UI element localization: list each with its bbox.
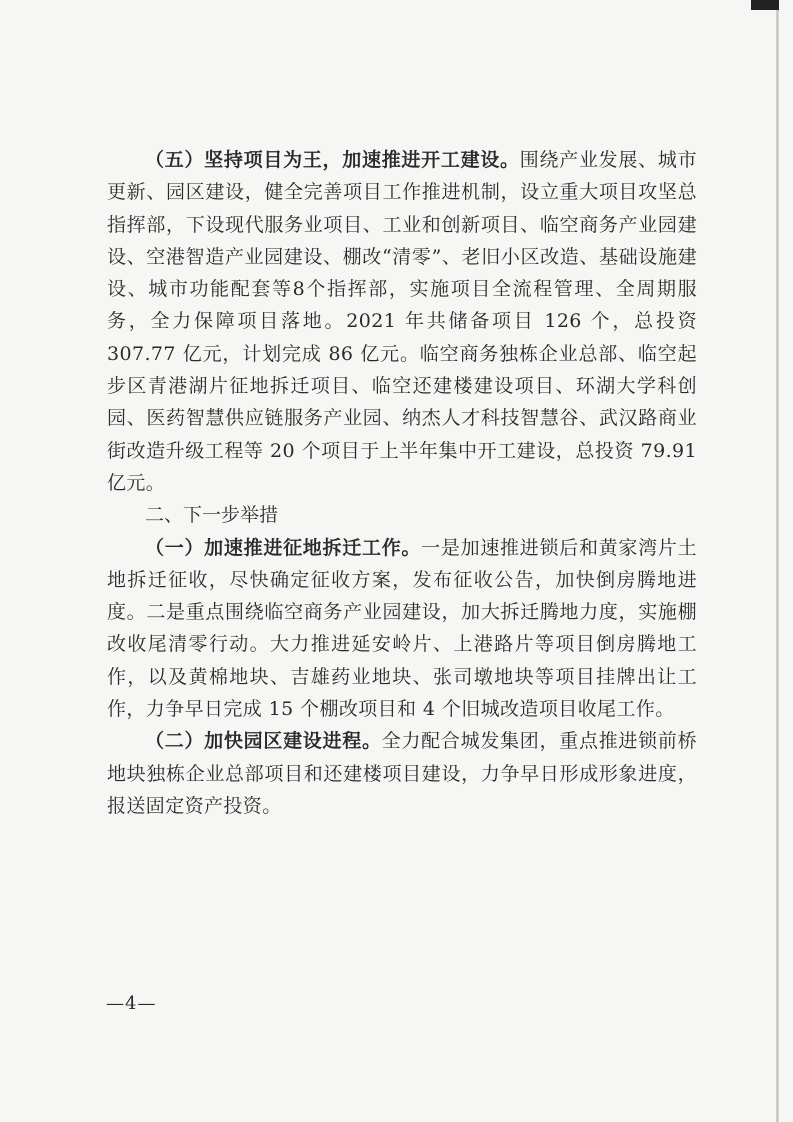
section-title: 二、下一步举措 [145,504,279,527]
paragraph-text: 全力配合城发集团，重点推进锁前桥地块独栋企业总部项目和还建楼项目建设，力争早日形成形象进度，报送固定资产投资。 [107,730,697,817]
page-number: —4— [106,993,157,1014]
paragraph-park-construction [107,725,697,822]
page-edge-tab [751,0,779,10]
paragraph-lead: （五）坚持项目为王，加速推进开工建设。 [145,149,520,171]
paragraph-text: 一是加速推进锁后和黄家湾片土地拆迁征收，尽快确定征收方案，发布征收公告，加快倒房腾地进度。二是重点围绕临空商务产业园建设，加大拆迁腾地力度，实施棚改收尾清零行动。大力推进延安岭片、上港路片等项目倒房腾地工作，以及黄棉地块、吉雄药业地块、张司墩地块等项目挂牌出让工作，力争早日完成 15 个棚改项目和 4 个旧城改造项目收尾工作。 [107,536,697,721]
paragraph-land-acquisition [107,532,697,726]
paragraph-lead: （二）加快园区建设进程。 [145,730,382,753]
paragraph-project-construction [107,144,697,499]
document-body [107,144,697,822]
paragraph-text: 围绕产业发展、城市更新、园区建设，健全完善项目工作推进机制，设立重大项目攻坚总指挥部，下设现代服务业项目、工业和创新项目、临空商务产业园建设、空港智造产业园建设、棚改“清零”、老旧小区改造、基础设施建设、城市功能配套等8个指挥部，实施项目全流程管理、全周期服务，全力保障项目落地。2021 年共储备项目 126 个，总投资 307.77 亿元，计划完成 86 亿元。临空商务独栋企业总部、临空起步区青港湖片征地拆迁项目、临空还建楼建设项目、环湖大学科创园、医药智慧供应链服务产业园、纳杰人才科技智慧谷、武汉路商业街改造升级工程等 20 个项目于上半年集中开工建设，总投资 79.91 亿元。 [107,149,697,494]
paragraph-lead: （一）加速推进征地拆迁工作。 [145,536,422,559]
page-edge-shadow [776,0,779,1122]
